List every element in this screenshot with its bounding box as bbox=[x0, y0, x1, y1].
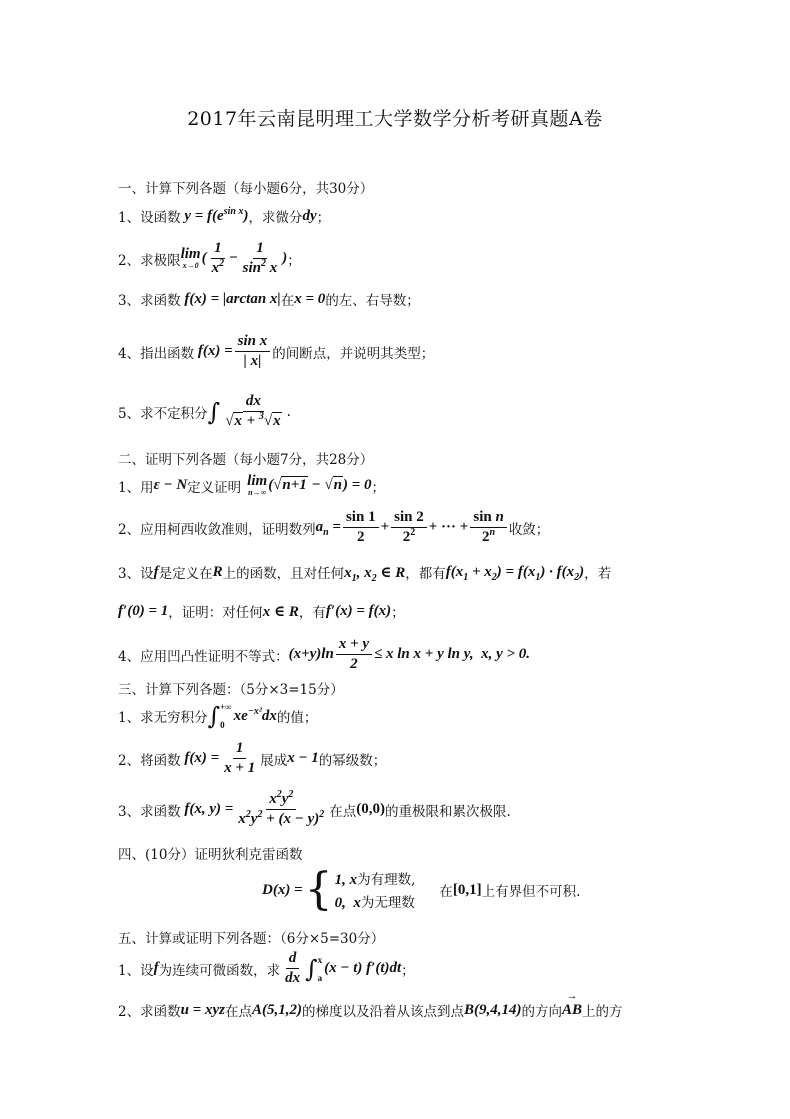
section-2-heading: 二、证明下列各题（每小题7分，共28分） bbox=[118, 452, 374, 468]
q-prefix: 1、设函数 bbox=[118, 210, 181, 226]
question-2-2: 2、应用柯西收敛准则，证明数列 $a_n$ = $\frac{\sin 1}{2}$ + $\frac{\sin 2}{2^2}$ + ··· + $\frac{\text{sin n}}{2^n}$ 收敛； bbox=[118, 509, 550, 546]
q-prefix: 3、求函数 bbox=[118, 803, 181, 820]
q-prefix: 3、设 bbox=[118, 566, 154, 582]
page-title: 2017年云南昆明理工大学数学分析考研真题A卷 bbox=[187, 108, 603, 130]
formula: $y = f(e^{sin x})$ bbox=[180, 205, 249, 224]
q-text: 在 bbox=[280, 293, 295, 309]
question-3-2: 2、将函数 f(x) = $\frac{1}{x + 1}$ 展成 x − 1 的幂级数； bbox=[118, 740, 387, 777]
formula-epsilon-n: ε − N bbox=[153, 477, 188, 493]
question-2-3-cont: f′(0) = 1 ，证明：对任何 x ∈ R ，有 f′(x) = f(x) ； bbox=[118, 602, 405, 621]
q-end: ； bbox=[287, 252, 301, 269]
question-5-1: 1、设 f 为连续可微函数，求 $\frac{d}{dx}$ ∫ x a (x − t) f′(t)dt ； bbox=[118, 950, 415, 987]
q-prefix: 1、求无穷积分 bbox=[118, 710, 208, 726]
question-1-2: 2、求极限 lim x→0 ( $\frac{1}{x^2}$ − $\frac{1}{\sin^2 x}$ ) ； bbox=[118, 240, 301, 277]
section-3-heading: 三、计算下列各题：（5分×3=15分） bbox=[118, 682, 344, 698]
question-1-4 bbox=[118, 333, 434, 371]
question-1-3 bbox=[118, 289, 420, 309]
question-2-1 bbox=[118, 474, 385, 497]
limit-operator: lim x→0 bbox=[180, 246, 201, 271]
q-end: ； bbox=[391, 605, 405, 621]
formula: (√n+1 − √n) = 0 bbox=[268, 477, 372, 493]
fraction: $\frac{1}{x + 1}$ bbox=[224, 740, 256, 777]
vector-ab: → AB bbox=[562, 1002, 582, 1019]
q-text: ，求微分 bbox=[248, 210, 303, 226]
formula: $a_n$ = bbox=[315, 519, 341, 539]
formula: f′(0) = 1 bbox=[118, 602, 169, 619]
q-end: 的重极限和累次极限. bbox=[385, 803, 511, 820]
formula: (x − t) f′(t)dt bbox=[324, 960, 402, 977]
fraction: $\frac{1}{x^2}$ bbox=[211, 240, 225, 277]
q-end: . bbox=[286, 403, 291, 420]
question-1-1 bbox=[118, 206, 330, 226]
question-1-5 bbox=[118, 393, 291, 431]
q-end: 的左、右导数； bbox=[325, 293, 420, 309]
question-3-3: 3、求函数 f(x, y) = $\frac{x^2y^2}{x^2y^2 + (x - y)^2}$ 在点 (0,0) 的重极限和累次极限. bbox=[118, 789, 511, 828]
q-text: 定义证明 bbox=[187, 479, 242, 496]
q-prefix: 1、用 bbox=[118, 479, 154, 496]
q-end: ； bbox=[316, 210, 331, 226]
q-end: 上的方 bbox=[582, 1004, 623, 1020]
q-prefix: 2、应用柯西收敛准则，证明数列 bbox=[118, 521, 316, 538]
question-5-2: 2、求函数 u = xyz 在点 A(5,1,2) 的梯度以及沿着从该点到点 B(9,4,14) 的方向 → AB 上的方 bbox=[118, 1000, 623, 1020]
q-end: ； bbox=[371, 479, 386, 496]
formula: f(x) = bbox=[180, 750, 220, 767]
formula-point: x = 0 bbox=[294, 290, 326, 307]
fraction: $\frac{\text{sin n}}{2^n}$ bbox=[470, 509, 506, 547]
integral-sign: ∫ bbox=[207, 397, 221, 426]
q-end: 的值； bbox=[276, 710, 318, 726]
fraction: $\frac{1}{\sin^2 x}$ bbox=[242, 240, 278, 277]
question-2-4: 4、应用凹凸性证明不等式： (x+y)ln $\frac{x + y}{2}$ ≤ x ln x + y ln y, x, y > 0. bbox=[118, 636, 531, 673]
formula: ( bbox=[201, 250, 207, 267]
dirichlet-definition: D(x) = { 1, x为有理数, 0, x为无理数 在 [0,1] 上有界但不可积. bbox=[262, 864, 581, 915]
formula: f(x, y) = bbox=[180, 801, 234, 818]
q-prefix: 2、将函数 bbox=[118, 752, 181, 769]
integral-limits: +∞ 0 bbox=[220, 702, 232, 730]
integral-sign: ∫ bbox=[305, 954, 318, 983]
formula: $f(x_1 + x_2) = f(x_1) \cdot f(x_2)$ bbox=[445, 563, 585, 583]
integral-limits: x a bbox=[317, 954, 323, 983]
section-1-heading: 一、计算下列各题（每小题6分，共30分） bbox=[118, 181, 374, 197]
q-end: 收敛； bbox=[508, 521, 550, 538]
q-prefix: 4、指出函数 bbox=[118, 345, 195, 362]
q-end: ； bbox=[401, 962, 415, 979]
q-prefix: 4、应用凹凸性证明不等式： bbox=[118, 648, 289, 665]
section-4-heading: 四、(10分）证明狄利克雷函数 bbox=[118, 847, 303, 863]
question-3-1 bbox=[118, 702, 317, 730]
fraction: $\frac{\sin 2}{2^2}$ bbox=[391, 509, 427, 547]
formula: (x+y)ln bbox=[288, 646, 334, 663]
fraction: $\frac{dx}{√x + ^3√x}$ bbox=[225, 393, 281, 430]
limit-operator: lim n→∞ bbox=[247, 473, 268, 497]
q-end: ，若 bbox=[584, 566, 612, 582]
question-2-3: 3、设 f 是定义在 R 上的函数，且对任何 $x_1$, $x_2$ ∈ R ，都有 $f(x_1 + x_2) = f(x_1) \cdot f(x_2)$ ，若 bbox=[118, 563, 612, 584]
q-end: 的间断点，并说明其类型； bbox=[272, 345, 435, 362]
q-end: 的幂级数； bbox=[318, 752, 387, 769]
fraction: $\frac{\text{sin x}}{| x|}$ bbox=[235, 333, 271, 371]
q-prefix: 5、求不定积分 bbox=[118, 405, 208, 422]
q-prefix: 3、求函数 bbox=[118, 293, 181, 309]
section-5-heading: 五、计算或证明下列各题：（6分×5=30分） bbox=[118, 931, 385, 947]
formula: f(x) = bbox=[194, 343, 233, 360]
cases: 1, x为有理数, 0, x为无理数 bbox=[334, 872, 416, 911]
formula: f(x) = |arctan x| bbox=[180, 290, 281, 307]
q-prefix: 2、求函数 bbox=[118, 1004, 181, 1020]
formula: D(x) = bbox=[262, 881, 303, 898]
q-prefix: 1、设 bbox=[118, 962, 154, 979]
q-prefix: 2、求极限 bbox=[118, 252, 181, 269]
fraction: $\frac{\sin 1}{2}$ bbox=[343, 509, 379, 547]
formula: $xe^{-x^2}dx$ bbox=[233, 705, 277, 724]
formula-dy: dy bbox=[302, 207, 317, 224]
integral-sign: ∫ bbox=[207, 702, 221, 730]
fraction: $\frac{x + y}{2}$ bbox=[336, 636, 372, 674]
fraction: $\frac{d}{dx}$ bbox=[285, 950, 301, 987]
fraction: $\frac{x^2y^2}{x^2y^2 + (x - y)^2}$ bbox=[238, 789, 325, 828]
